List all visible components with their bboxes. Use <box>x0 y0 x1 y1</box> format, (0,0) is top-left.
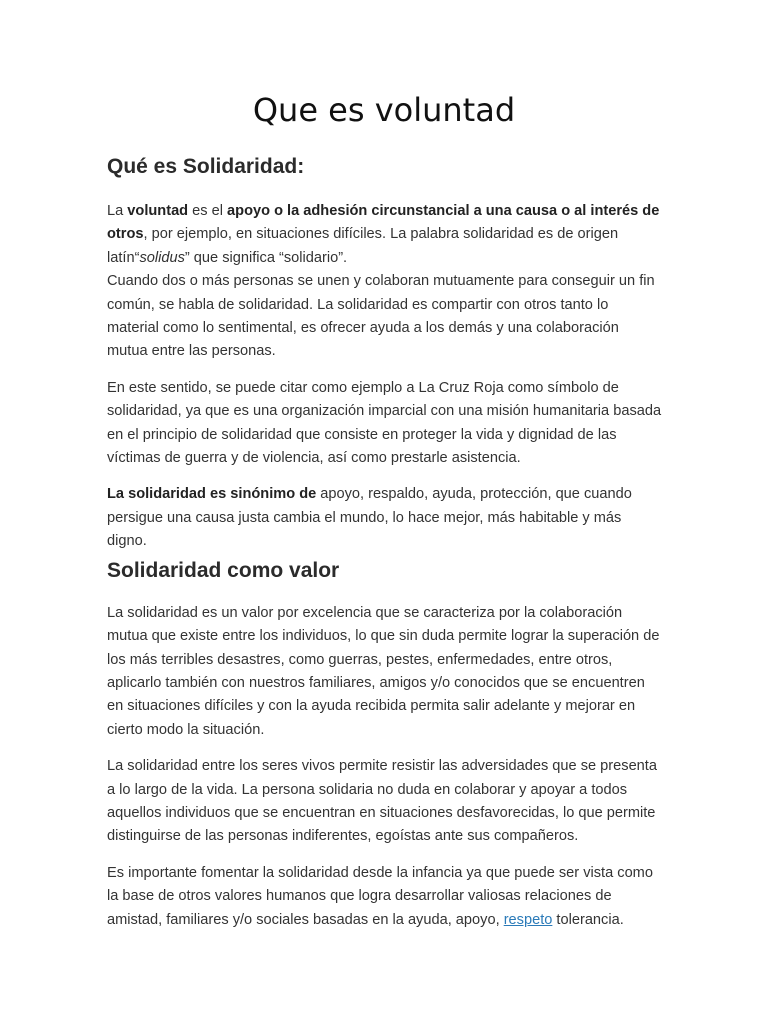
text-run: , por ejemplo, en situaciones difíciles. La palabra solidaridad es de origen latín“ <box>107 226 619 266</box>
text-run: ” que significa “solidario”. <box>184 249 348 266</box>
paragraph-infancia <box>107 862 663 932</box>
section-heading-que-es-solidaridad: Qué es Solidaridad: <box>107 155 305 178</box>
paragraph-definition <box>107 200 663 364</box>
bold-definition: apoyo o la adhesión circunstancial a una causa o al interés de otros <box>107 203 660 243</box>
text-run: tolerancia. <box>552 911 624 928</box>
text-run: La <box>107 203 128 219</box>
bold-sinonimo: La solidaridad es sinónimo de <box>107 486 317 503</box>
text-run: Cuando dos o más personas se unen y colaboran mutuamente para conseguir un fin común, se habla de solidaridad. La solidaridad es compartir con otros tanto lo material como lo sentimental, es ofrecer ayuda a los demás y una colaboración mutua entre las personas. <box>107 273 655 360</box>
paragraph-valor: La solidaridad es un valor por excelencia que se caracteriza por la colaboración mutua que existe entre los individuos, lo que sin duda permite lograr la superación de los más terribles desastres, como guerras, pestes, enfermedades, entre otros, aplicarlo también con nuestros familiares, amigos y/o conocidos que se encuentren en situaciones difíciles y con la ayuda recibida permita salir adelante y mejorar en cierto modo la situación. <box>107 604 660 738</box>
link-respeto[interactable]: respeto <box>503 911 553 928</box>
text-run: Es importante fomentar la solidaridad desde la infancia ya que puede ser vista como la base de otros valores humanos que logra desarrollar valiosas relaciones de amistad, familiares y/o sociales basadas en la ayuda, apoyo, <box>107 864 653 928</box>
paragraph-seres-vivos: La solidaridad entre los seres vivos permite resistir las adversidades que se presenta a lo largo de la vida. La persona solidaria no duda en colaborar y apoyar a todos aquellos individuos que se encuentran en situaciones desfavorecidas, lo que permite distinguirse de las personas indiferentes, egoístas ante sus compañeros. <box>107 758 657 845</box>
text-run: apoyo, respaldo, ayuda, protección, que cuando persigue una causa justa cambia el mundo, lo hace mejor, más habitable y más digno. <box>107 486 632 550</box>
document-title: Que es voluntad <box>252 91 516 129</box>
paragraph-sinonimo <box>107 483 663 553</box>
bold-term-voluntad: voluntad <box>127 203 189 219</box>
text-run: es el <box>188 203 228 219</box>
italic-term-solidus: solidus <box>139 249 185 266</box>
paragraph-cruz-roja: En este sentido, se puede citar como ejemplo a La Cruz Roja como símbolo de solidaridad, ya que es una organización imparcial con una misión humanitaria basada en el principio de solidaridad que consiste en proteger la vida y dignidad de las víctimas de guerra y de violencia, así como prestarle asistencia. <box>107 379 662 467</box>
article-body <box>107 152 663 932</box>
section-heading-solidaridad-como-valor: Solidaridad como valor <box>107 558 340 582</box>
